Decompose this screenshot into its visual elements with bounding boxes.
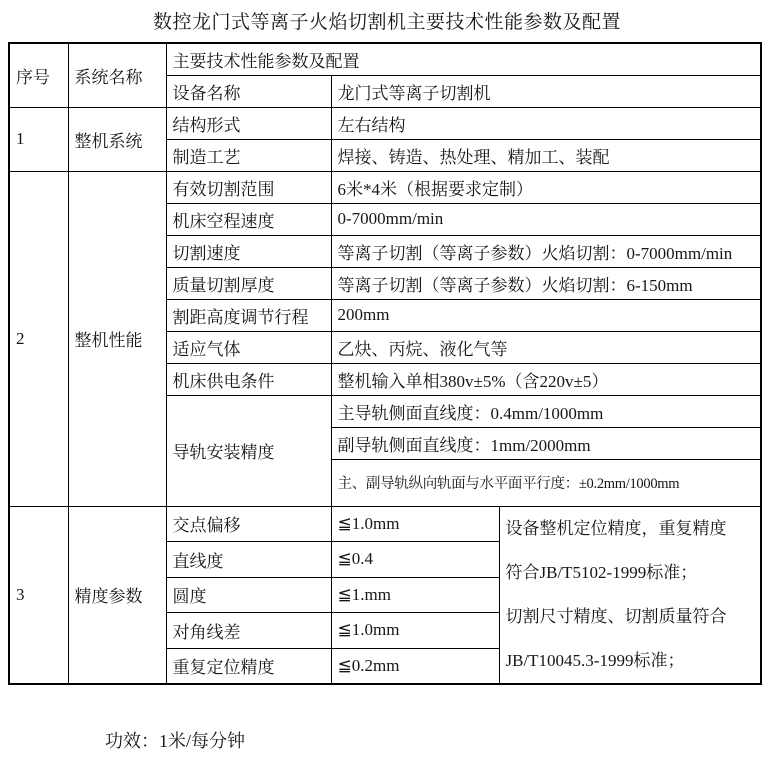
section-system-cell: 整机系统 [68, 107, 166, 171]
param-label-cell: 重复定位精度 [166, 648, 331, 684]
section-seq-cell: 1 [9, 107, 68, 171]
note-line: 切割尺寸精度、切割质量符合 [505, 606, 727, 626]
param-value-cell: ≦1.mm [331, 577, 499, 613]
param-label-cell: 交点偏移 [166, 506, 331, 542]
device-name-value-cell: 龙门式等离子切割机 [331, 75, 761, 107]
efficiency-note: 功效：1米/每分钟 [105, 731, 246, 751]
param-label-cell: 结构形式 [166, 107, 331, 139]
param-value-cell: 焊接、铸造、热处理、精加工、装配 [331, 139, 761, 171]
rail-precision-value-cell: 主、副导轨纵向轨面与水平面平行度：±0.2mm/1000mm [331, 459, 761, 506]
param-label-cell: 对角线差 [166, 613, 331, 649]
section-seq-cell: 2 [9, 171, 68, 506]
table-row [9, 506, 761, 542]
seq-header-cell: 序号 [9, 43, 68, 107]
spec-table [8, 42, 762, 685]
rail-precision-label-cell: 导轨安装精度 [166, 395, 331, 506]
param-label-cell: 圆度 [166, 577, 331, 613]
param-label-cell: 割距高度调节行程 [166, 299, 331, 331]
param-value-cell: ≦1.0mm [331, 506, 499, 542]
param-label-cell: 有效切割范围 [166, 171, 331, 203]
rail-precision-value-cell: 主导轨侧面直线度：0.4mm/1000mm [331, 395, 761, 427]
section-system-cell: 整机性能 [68, 171, 166, 506]
param-value-cell: 6米*4米（根据要求定制） [331, 171, 761, 203]
param-value-cell: ≦0.4 [331, 542, 499, 578]
param-value-cell: 等离子切割（等离子参数）火焰切割：0-7000mm/min [331, 235, 761, 267]
system-name-header-cell: 系统名称 [68, 43, 166, 107]
param-value-cell: ≦0.2mm [331, 648, 499, 684]
note-line: 符合JB/T5102-1999标准； [505, 562, 698, 582]
param-label-cell: 机床供电条件 [166, 363, 331, 395]
param-label-cell: 质量切割厚度 [166, 267, 331, 299]
section-seq-cell: 3 [9, 506, 68, 684]
note-line: JB/T10045.3-1999标准； [505, 650, 685, 670]
main-params-header-cell: 主要技术性能参数及配置 [166, 43, 761, 75]
param-value-cell: 左右结构 [331, 107, 761, 139]
param-value-cell: ≦1.0mm [331, 613, 499, 649]
param-label-cell: 制造工艺 [166, 139, 331, 171]
param-value-cell: 整机输入单相380v±5%（含220v±5） [331, 363, 761, 395]
page-title: 数控龙门式等离子火焰切割机主要技术性能参数及配置 [152, 12, 621, 33]
rail-precision-value-cell: 副导轨侧面直线度：1mm/2000mm [331, 427, 761, 459]
table-row [9, 43, 761, 75]
param-value-cell: 乙炔、丙烷、液化气等 [331, 331, 761, 363]
note-line: 设备整机定位精度，重复精度 [505, 518, 727, 538]
device-name-label-cell: 设备名称 [166, 75, 331, 107]
param-label-cell: 适应气体 [166, 331, 331, 363]
param-value-cell: 等离子切割（等离子参数）火焰切割：6-150mm [331, 267, 761, 299]
table-row [9, 107, 761, 139]
param-value-cell: 200mm [331, 299, 761, 331]
param-label-cell: 直线度 [166, 542, 331, 578]
param-value-cell: 0-7000mm/min [331, 203, 761, 235]
section-system-cell: 精度参数 [68, 506, 166, 684]
precision-standards-note-cell [499, 506, 761, 684]
param-label-cell: 机床空程速度 [166, 203, 331, 235]
table-row [9, 171, 761, 203]
param-label-cell: 切割速度 [166, 235, 331, 267]
